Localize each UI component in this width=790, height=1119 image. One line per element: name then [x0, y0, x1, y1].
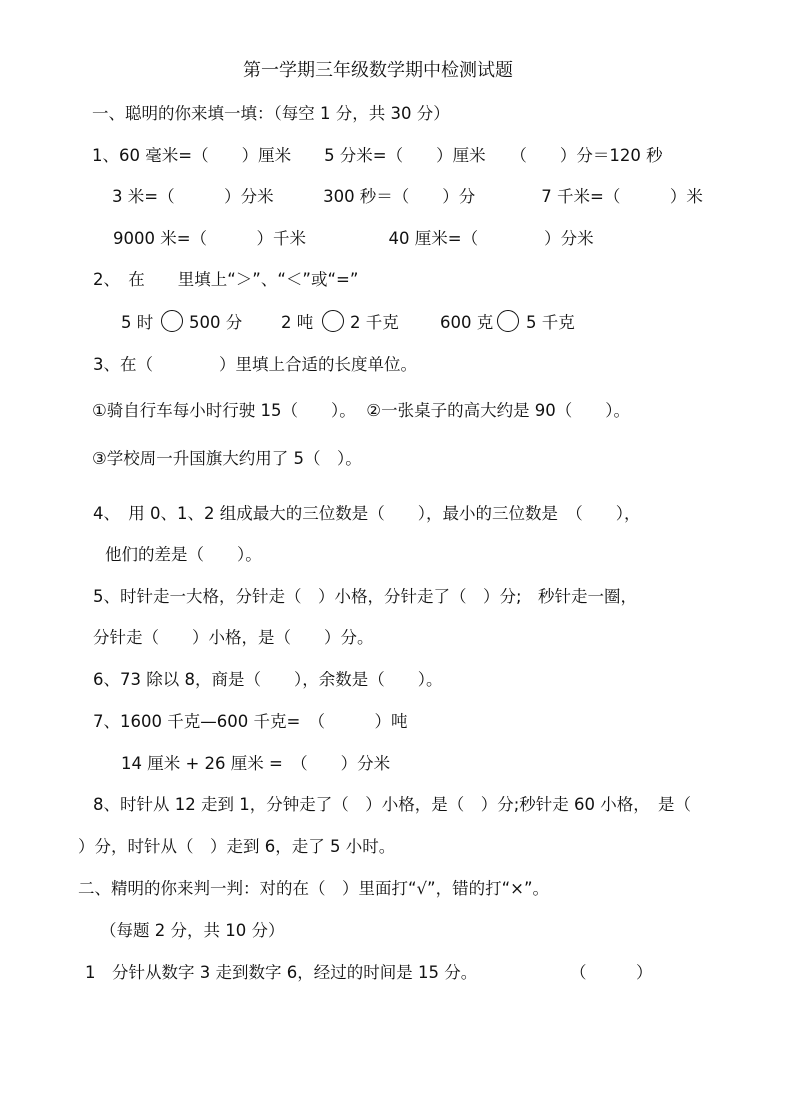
q1-row2: 3 米=（ ）分米 300 秒＝（ ）分 7 千米=（ ）米 — [112, 187, 703, 206]
compare-circle-2[interactable] — [322, 310, 344, 332]
page-title: 第一学期三年级数学期中检测试题 — [243, 60, 513, 81]
q3-prompt: 3、在（ ）里填上合适的长度单位。 — [93, 355, 417, 374]
q4-line2: 他们的差是（ ）。 — [105, 545, 262, 564]
q7-line1: 7、1600 千克—600 千克= （ ）吨 — [93, 712, 408, 731]
q2-compare1-left: 5 时 — [121, 313, 154, 332]
compare-circle-1[interactable] — [161, 310, 183, 332]
q3-item-b: ③学校周一升国旗大约用了 5（ ）。 — [92, 449, 362, 468]
q1-row3: 9000 米=（ ）千米 40 厘米=（ ）分米 — [113, 229, 594, 248]
section2-heading: 二、精明的你来判一判：对的在（ ）里面打“√”，错的打“×”。 — [78, 879, 550, 898]
judge-q1-text: 1 分针从数字 3 走到数字 6，经过的时间是 15 分。 — [85, 963, 478, 982]
compare-circle-3[interactable] — [497, 310, 519, 332]
section1-heading: 一、聪明的你来填一填：（每空 1 分，共 30 分） — [92, 104, 450, 123]
q2-compare2-right: 2 千克 — [350, 313, 399, 332]
q2-compare1-right: 500 分 — [189, 313, 243, 332]
section2-note: （每题 2 分，共 10 分） — [100, 921, 285, 940]
judge-q1-blank: （ ） — [570, 963, 653, 982]
q4-line1: 4、 用 0、1、2 组成最大的三位数是（ ），最小的三位数是 （ ）， — [93, 504, 641, 523]
q5-line1: 5、时针走一大格，分针走（ ）小格，分针走了（ ）分; 秒针走一圈， — [93, 587, 638, 606]
q8-line2: ）分，时针从（ ）走到 6，走了 5 小时。 — [78, 837, 396, 856]
q5-line2: 分针走（ ）小格，是（ ）分。 — [93, 628, 374, 647]
q6: 6、73 除以 8，商是（ ），余数是（ ）。 — [93, 670, 443, 689]
q8-line1: 8、时针从 12 走到 1，分钟走了（ ）小格，是（ ）分;秒针走 60 小格， 是（ — [93, 795, 692, 814]
q2-prompt: 2、 在 里填上“＞”、“＜”或“=” — [93, 270, 359, 289]
q1-row1: 1、60 毫米=（ ）厘米 5 分米=（ ）厘米 （ ）分＝120 秒 — [92, 146, 663, 165]
q2-compare3-left: 600 克 — [440, 313, 494, 332]
q2-compare2-left: 2 吨 — [281, 313, 314, 332]
q7-line2: 14 厘米 + 26 厘米 = （ ）分米 — [121, 754, 391, 773]
q3-item-a: ①骑自行车每小时行驶 15（ ）。 ②一张桌子的高大约是 90（ ）。 — [92, 401, 631, 420]
q2-compare3-right: 5 千克 — [526, 313, 575, 332]
